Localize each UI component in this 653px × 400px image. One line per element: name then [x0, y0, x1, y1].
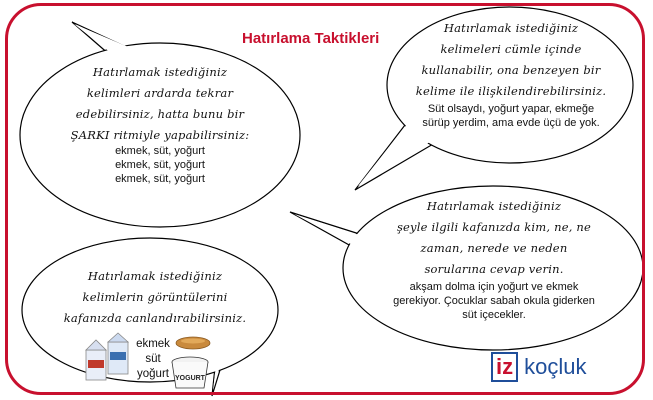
tip-line: edebilirsiniz, hatta bunu bir	[75, 107, 245, 121]
tip-line: şeyle ilgili kafanızda kim, ne, ne	[396, 220, 592, 234]
tip-line: Hatırlamak istediğiniz	[426, 199, 562, 213]
iz-kocluk-logo	[491, 352, 586, 382]
tip-line: kafanızda canlandırabilirsiniz.	[63, 311, 247, 325]
yogurt-cup-label: YOGURT	[175, 375, 205, 382]
tip-line: ŞARKI ritmiyle yapabilirsiniz:	[70, 128, 250, 142]
example-line: gerekiyor. Çocuklar sabah okula giderken	[393, 295, 595, 307]
tip-line: Hatırlamak istediğiniz	[443, 21, 579, 35]
tip-line: sorularına cevap verin.	[424, 262, 564, 276]
example-line: ekmek, süt, yoğurt	[115, 159, 205, 171]
bubble-bottom-right-text	[378, 196, 610, 322]
example-line: ekmek	[136, 338, 170, 350]
example-line: sürüp yerdim, ama evde üçü de yok.	[422, 117, 600, 129]
example-line: yoğurt	[137, 368, 169, 380]
tip-line: kelimeleri cümle içinde	[440, 42, 582, 56]
example-line: ekmek, süt, yoğurt	[115, 173, 205, 185]
example-line: süt	[145, 353, 161, 365]
bubble-top-right-text	[400, 18, 622, 130]
tip-line: kelimlerin görüntülerini	[82, 290, 228, 304]
example-line: ekmek, süt, yoğurt	[115, 145, 205, 157]
bubble-top-left-text	[45, 62, 275, 186]
example-line: süt içecekler.	[462, 309, 526, 321]
tip-line: kelime ile ilişkilendirebilirsiniz.	[415, 84, 607, 98]
page-title: Hatırlama Taktikleri	[242, 30, 380, 47]
logo-text: koçluk	[524, 354, 587, 379]
bubble-bottom-left-examples	[128, 337, 178, 382]
logo-box-text: iz	[491, 352, 518, 382]
tip-line: kullanabilir, ona benzeyen bir	[421, 63, 601, 77]
bubble-bottom-left-text	[40, 266, 270, 329]
tip-line: zaman, nerede ve neden	[420, 241, 568, 255]
example-line: Süt olsaydı, yoğurt yapar, ekmeğe	[427, 103, 595, 115]
tip-line: Hatırlamak istediğiniz	[87, 269, 223, 283]
tip-line: kelimleri ardarda tekrar	[86, 86, 234, 100]
tip-line: Hatırlamak istediğiniz	[92, 65, 228, 79]
example-line: akşam dolma için yoğurt ve ekmek	[409, 281, 579, 293]
